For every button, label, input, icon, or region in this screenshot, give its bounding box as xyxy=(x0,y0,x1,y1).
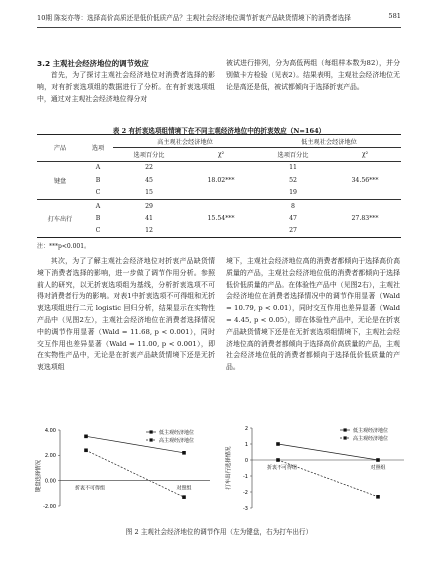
option-cell: C xyxy=(95,227,101,235)
value-cell xyxy=(185,161,257,174)
value-cell: 27.83*** xyxy=(351,215,379,223)
section-heading: 3.2 主观社会经济地位的调节效应 xyxy=(37,59,149,68)
value-cell xyxy=(329,225,401,237)
value-cell xyxy=(329,161,401,174)
col-header-option: 选项 xyxy=(91,145,105,153)
y-tick-label: 0 xyxy=(244,457,248,464)
y-tick-label: 4.00 xyxy=(44,427,56,434)
chart-taxi xyxy=(218,412,410,516)
product-cell: 键盘 xyxy=(53,177,67,185)
value-cell: 34.56*** xyxy=(351,176,379,184)
product-cell: 打车出行 xyxy=(47,216,73,224)
data-point xyxy=(376,458,380,462)
value-cell: 8 xyxy=(291,202,295,210)
col-header-low-ses: 低主观社会经济地位 xyxy=(257,135,401,148)
legend-marker xyxy=(344,436,347,439)
series-line xyxy=(278,444,378,460)
x-tick-label: 对照组 xyxy=(370,465,386,471)
data-point xyxy=(84,435,88,439)
value-cell: 15.54*** xyxy=(207,215,235,223)
x-tick-label: 折衷不可得组 xyxy=(266,465,298,471)
col-header-high-ses: 高主观社会经济地位 xyxy=(113,135,257,148)
table-2 xyxy=(37,134,401,250)
value-cell xyxy=(185,187,257,200)
table-caption: 表 2 有折衷选项组情境下在不同主观经济地位中的折衷效应（N=164） xyxy=(112,127,326,135)
value-cell xyxy=(185,225,257,237)
paragraph: 被试进行排列，分为高低两组（每组样本数为82），并分别做卡方检验（见表2）。结果表明，主观社会经济地位无论是高还是低，被试都倾向于选择折衷产品。 xyxy=(226,59,400,91)
x-tick-label: 对照组 xyxy=(176,485,192,492)
col-header-product: 产品 xyxy=(53,145,67,153)
subheader-chi2: χ² xyxy=(217,151,225,159)
table-row xyxy=(37,187,401,200)
legend-marker xyxy=(150,430,153,433)
value-cell: 27 xyxy=(289,227,297,235)
value-cell: 15 xyxy=(145,189,153,197)
paragraph: 境下，主观社会经济地位高的消费者都倾向于选择高价高质量的产品，主观社会经济地位低的消费者都倾向于选择低价低质量的产品。在体验性产品中（见图2右），主观社会经济地位在消费者选择情况中的调节作用显著（Wald = 10.79, p < 0.01），同时交互作用也差异显著（Wald = 4.45, p < 0.05），即在体验性产品中，无论是在折衷产品缺货情境下还是在无折衷选项组情境下，主观社会经济地位高的消费者都倾向于选择高价高质量的产品，主观社会经济地位低的消费者都倾向于选择低价低质量的产品。 xyxy=(226,257,400,372)
y-axis-label: 键盘选择情况 xyxy=(36,459,42,493)
value-cell: 52 xyxy=(289,176,297,184)
x-tick-label: 折衷不可得组 xyxy=(74,485,106,492)
body-right-column xyxy=(226,256,400,374)
legend-marker xyxy=(150,438,153,441)
table-row xyxy=(37,212,401,224)
option-cell: C xyxy=(95,189,101,197)
data-point xyxy=(84,448,88,452)
table-row xyxy=(37,199,401,212)
legend-label: 高主观经济地位 xyxy=(353,435,389,442)
y-tick-label: 2.00 xyxy=(44,453,56,460)
subheader-chi2: χ² xyxy=(361,151,369,159)
subheader-percent: 选项百分比 xyxy=(133,152,165,160)
y-tick-label: 2 xyxy=(244,425,248,432)
value-cell: 12 xyxy=(145,227,153,235)
y-tick-label: -3 xyxy=(243,505,248,512)
y-axis-label: 打车出行选择情况 xyxy=(226,446,232,490)
table-row xyxy=(37,174,401,186)
intro-left-column xyxy=(37,70,215,105)
legend-label: 低主观经济地位 xyxy=(159,429,195,436)
data-point xyxy=(276,442,280,446)
legend-marker xyxy=(344,428,347,431)
table-row xyxy=(37,161,401,174)
value-cell: 47 xyxy=(289,215,297,223)
body-left-column xyxy=(37,256,215,374)
running-header xyxy=(0,10,427,26)
table-note: 注：***p<0.001。 xyxy=(37,243,91,251)
page-number: 581 xyxy=(388,12,401,20)
paragraph: 首先，为了探讨主观社会经济地位对消费者选择的影响，对有折衷选项组的数据进行了分析。在有折衷选项组中，通过对主观社会经济地位得分对 xyxy=(37,71,215,103)
data-point xyxy=(276,458,280,462)
y-tick-label: -2.00 xyxy=(43,503,56,510)
option-cell: A xyxy=(95,164,101,172)
value-cell: 45 xyxy=(145,176,153,184)
y-tick-label: -1 xyxy=(243,473,248,480)
value-cell: 11 xyxy=(289,164,297,172)
option-cell: B xyxy=(95,215,101,223)
value-cell xyxy=(329,187,401,200)
value-cell xyxy=(185,199,257,212)
value-cell: 19 xyxy=(289,189,297,197)
header-title: 10期 陈妄亦等：选择高价高质还是低价低质产品？主观社会经济地位调节折衷产品缺货情境下的消费者选择 xyxy=(37,14,351,22)
value-cell xyxy=(329,199,401,212)
y-tick-label: 1 xyxy=(244,441,248,448)
option-cell: B xyxy=(95,176,101,184)
series-line xyxy=(278,460,378,497)
table-row xyxy=(37,225,401,237)
chart-keyboard xyxy=(28,414,218,514)
figure-caption: 图 2 主观社会经济地位的调节作用（左为键盘，右为打车出行） xyxy=(125,528,313,536)
subheader-percent: 选项百分比 xyxy=(277,152,309,160)
intro-right-column xyxy=(226,58,400,93)
value-cell: 22 xyxy=(145,164,153,172)
header-divider xyxy=(37,27,401,28)
legend-label: 低主观经济地位 xyxy=(353,427,389,434)
value-cell: 29 xyxy=(145,202,153,210)
y-tick-label: 0.00 xyxy=(44,478,56,485)
data-point xyxy=(376,495,380,499)
data-point xyxy=(182,451,186,455)
legend-label: 高主观经济地位 xyxy=(159,437,195,444)
data-point xyxy=(182,495,186,499)
y-tick-label: -2 xyxy=(243,489,248,496)
value-cell: 41 xyxy=(145,215,153,223)
paragraph: 其次，为了了解主观社会经济地位对折衷产品缺货情境下消费者选择的影响，进一步做了调节作用分析。参照前人的研究，以无折衷选项组为基线，分析折衷选项不可得对消费者行为的影响。对表1中折衷选项不可得组和无折衷选项组进行二元 logistic 回归分析，结果显示在实物性产品中（见图2左），主观社会经济地位在消费者选择情况中的调节作用显著（Wald = 11.68, p < 0.001），同时交互作用也差异显著（Wald = 11.00, p < 0.001），即在实物性产品中，无论是在折衷产品缺货情境下还是无折衷选项组 xyxy=(37,257,215,372)
value-cell: 18.02*** xyxy=(207,176,235,184)
option-cell: A xyxy=(95,202,101,210)
